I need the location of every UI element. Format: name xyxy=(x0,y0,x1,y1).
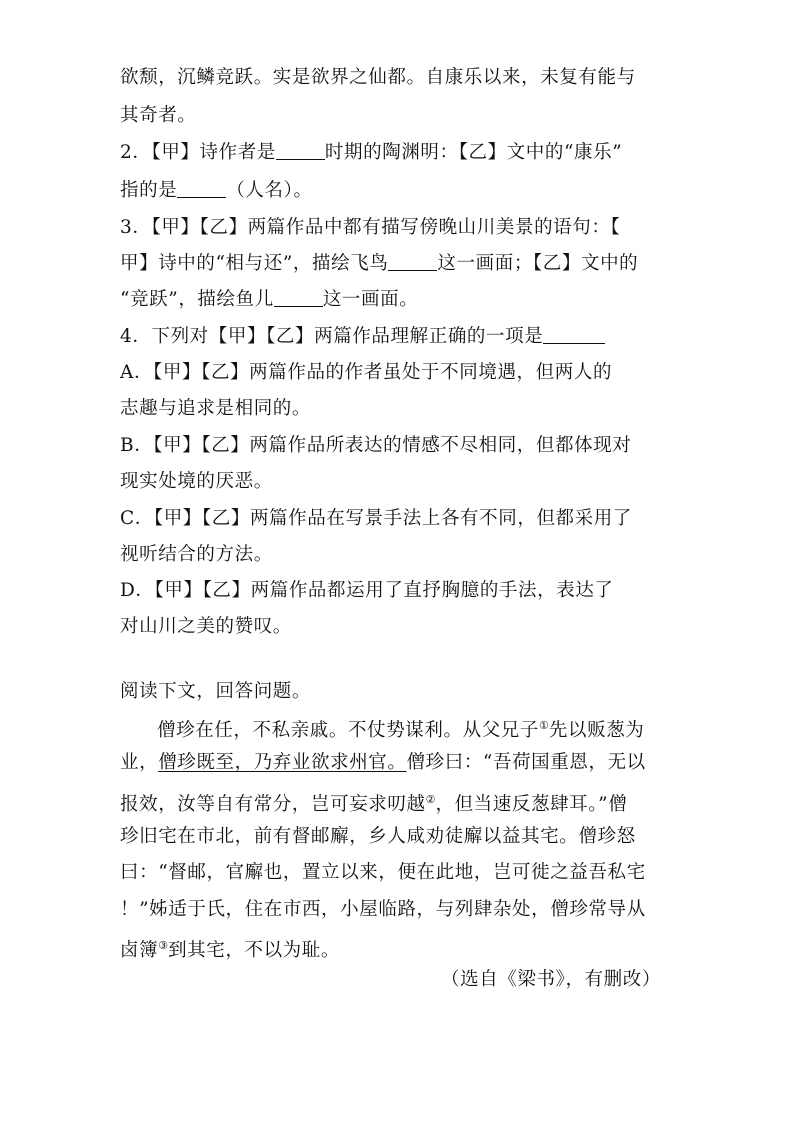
line-text: 其奇者。 xyxy=(120,105,197,126)
source-citation xyxy=(441,968,661,992)
question-text: 甲】诗中的“相与还”，描绘飞鸟 xyxy=(120,253,389,274)
passage-text: ，但当速反葱肆耳。”僧 xyxy=(435,794,628,815)
passage-text: 报效，汝等自有常分，岂可妄求叨越 xyxy=(120,794,426,815)
passage-line xyxy=(120,934,340,963)
passage-text: 僧珍在任，不私亲戚。不仗势谋利。从父兄子 xyxy=(157,720,540,741)
option-d-cont xyxy=(120,615,292,639)
option-text: 志趣与追求是相同的。 xyxy=(120,398,312,419)
passage-line xyxy=(120,788,627,817)
passage-text: 僧珍曰：“吾荷国重恩，无以 xyxy=(406,752,646,773)
question-4 xyxy=(120,325,605,349)
question-text: 4．下列对【甲】【乙】两篇作品理解正确的一项是 xyxy=(120,326,544,347)
passage-line xyxy=(157,714,644,743)
question-text: （人名）。 xyxy=(226,180,313,201)
option-text: C．【甲】【乙】两篇作品在写景手法上各有不同，但都采用了 xyxy=(120,508,632,529)
passage-text: 先以贩葱为 xyxy=(548,720,645,741)
option-b-cont xyxy=(120,470,273,494)
question-text: 时期的陶渊明：【乙】文中的“康乐” xyxy=(324,142,623,163)
question-text: “竞跃”，描绘鱼儿 xyxy=(120,289,274,310)
reading-instruction xyxy=(120,680,311,704)
underlined-sentence: 僧珍既至，乃弃业欲求州官。 xyxy=(158,752,407,773)
footnote-marker: ② xyxy=(425,793,436,806)
line-text: 欲颓，沉鳞竞跃。实是欲界之仙都。自康乐以来，未复有能与 xyxy=(120,67,636,88)
option-text: B．【甲】【乙】两篇作品所表达的情感不尽相同，但都体现对 xyxy=(120,435,632,456)
option-a xyxy=(120,361,612,385)
text-line xyxy=(120,66,636,90)
text-line xyxy=(120,104,196,128)
passage-text: 曰：“督邮，官廨也，置立以来，便在此地，岂可徙之益吾私宅 xyxy=(120,862,646,883)
option-text: 视听结合的方法。 xyxy=(120,544,273,565)
question-text: 2．【甲】诗作者是 xyxy=(120,142,276,163)
passage-text: 珍旧宅在市北，前有督邮廨，乡人咸劝徒廨以益其宅。僧珍怒 xyxy=(120,826,636,847)
passage-text: 卤簿 xyxy=(120,940,159,961)
passage-line xyxy=(120,751,646,775)
answer-blank[interactable] xyxy=(177,179,226,198)
question-2 xyxy=(120,141,622,165)
passage-line xyxy=(120,861,646,885)
option-a-cont xyxy=(120,397,311,421)
option-d xyxy=(120,579,614,603)
answer-blank[interactable] xyxy=(543,325,605,344)
question-3 xyxy=(120,216,620,240)
option-text: 现实处境的厌恶。 xyxy=(120,471,273,492)
passage-line xyxy=(120,898,646,922)
option-text: D．【甲】【乙】两篇作品都运用了直抒胸臆的手法，表达了 xyxy=(120,580,614,601)
instruction-text: 阅读下文，回答问题。 xyxy=(120,681,312,702)
option-c-cont xyxy=(120,543,273,567)
answer-blank[interactable] xyxy=(274,288,323,307)
option-b xyxy=(120,434,631,458)
answer-blank[interactable] xyxy=(276,141,325,160)
option-text: A．【甲】【乙】两篇作品的作者虽处于不同境遇，但两人的 xyxy=(120,362,613,383)
question-3-cont xyxy=(120,252,638,276)
footnote-marker: ③ xyxy=(158,939,169,952)
passage-text: ！”姊适于氏，住在市西，小屋临路，与列肆杂处，僧珍常导从 xyxy=(120,899,646,920)
passage-text: 到其宅，不以为耻。 xyxy=(168,940,340,961)
question-2-cont xyxy=(120,179,313,203)
passage-line xyxy=(120,825,636,849)
question-3-cont xyxy=(120,288,418,312)
answer-blank[interactable] xyxy=(388,252,437,271)
option-text: 对山川之美的赞叹。 xyxy=(120,616,292,637)
passage-text: 业， xyxy=(120,752,159,773)
footnote-marker: ① xyxy=(539,719,549,732)
question-text: 3．【甲】【乙】两篇作品中都有描写傍晚山川美景的语句：【 xyxy=(120,217,621,238)
question-text: 这一画面；【乙】文中的 xyxy=(437,253,639,274)
citation-text: （选自《梁书》，有删改） xyxy=(441,969,661,990)
option-c xyxy=(120,507,632,531)
question-text: 这一画面。 xyxy=(322,289,419,310)
question-text: 指的是 xyxy=(120,180,178,201)
